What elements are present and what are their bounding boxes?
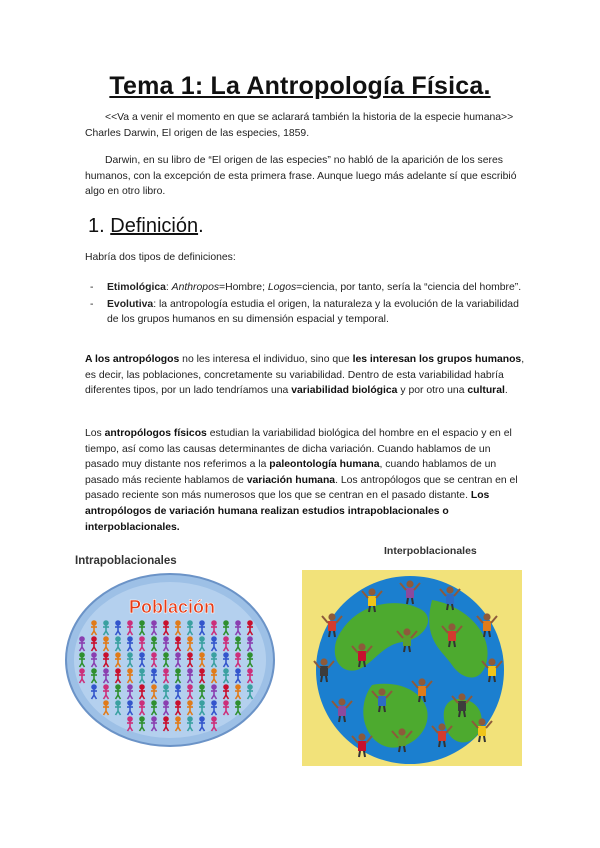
term-evolutiva: Evolutiva bbox=[107, 298, 154, 310]
text-span: . Los antropólogos que se centran en el pasado reciente son más numerosos que los que se centran en el pasado distante. bbox=[85, 474, 518, 502]
definitions-list bbox=[85, 280, 525, 329]
list-item bbox=[85, 280, 525, 296]
bold-span: paleontología humana bbox=[269, 459, 380, 471]
text-span: , es decir, las poblaciones, concretamente su variabilidad. Dentro de esta variabilidad habría diferentes tipos, por un lado tendríamos una bbox=[85, 354, 525, 397]
word-logos: Logos bbox=[267, 282, 297, 293]
text-span: =ciencia, por tanto, sería la “ciencia del hombre”. bbox=[296, 282, 522, 293]
bold-span: variación humana bbox=[246, 474, 336, 486]
text-span: : bbox=[165, 282, 172, 293]
quote-text: <<Va a venir el momento en que se aclarará también la historia de la especie humana>> bbox=[105, 112, 514, 123]
bold-span: cultural bbox=[467, 385, 505, 397]
section-heading bbox=[88, 215, 204, 238]
inter-population-illustration bbox=[302, 570, 522, 766]
quote-paragraph bbox=[85, 110, 525, 141]
poblacion-label: Población bbox=[128, 597, 216, 617]
section-number: 1. bbox=[88, 215, 105, 237]
bold-span: antropólogos físicos bbox=[104, 428, 207, 439]
bold-span: A los antropólogos bbox=[85, 354, 180, 365]
intra-population-illustration bbox=[60, 570, 280, 750]
intra-caption: Intrapoblacionales bbox=[75, 555, 177, 567]
term-etimologica: Etimológica bbox=[107, 282, 166, 293]
section-title: Definición bbox=[110, 215, 199, 237]
text-span: : la antropología estudia el origen, la naturaleza y la evolución de la variabilidad de los grupos humanos en su dimensión espacial y temporal. bbox=[107, 298, 519, 326]
text-span: no les interesa el individuo, sino que bbox=[179, 354, 353, 365]
bold-span: Los antropólogos de variación humana realizan estudios intrapoblacionales o interpoblacionales. bbox=[85, 490, 490, 533]
paragraph-fisicos bbox=[85, 426, 525, 535]
page-title: Tema 1: La Antropología Física. bbox=[109, 72, 491, 100]
bold-span: les interesan los grupos humanos bbox=[352, 354, 522, 365]
section-dot: . bbox=[198, 215, 204, 237]
list-item bbox=[85, 297, 525, 328]
text-span: . bbox=[504, 385, 508, 397]
definitions-lead: Habría dos tipos de definiciones: bbox=[85, 252, 236, 263]
text-span: Los bbox=[85, 428, 105, 439]
quote-source: Charles Darwin, El origen de las especies, 1859. bbox=[85, 127, 310, 139]
text-span: y por otro una bbox=[397, 385, 468, 397]
word-anthropos: Anthropos bbox=[171, 282, 220, 293]
intro-paragraph: Darwin, en su libro de “El origen de las especies” no habló de la aparición de los seres humanos, con la excepción de esta primera frase. Aunque luego más adelante sí que escribió algo en otro libro. bbox=[85, 155, 517, 198]
text-span: , cuando hablamos de un pasado más reciente hablamos de bbox=[85, 459, 497, 486]
inter-caption: Interpoblacionales bbox=[384, 545, 477, 557]
text-span: estudian la variabilidad biológica del hombre en el espacio y en el tiempo, así como las causas determinantes de dicha variación. Cuando hablamos de un pasado muy distante nos referimos a la bbox=[85, 428, 512, 471]
paragraph-antropologos bbox=[85, 352, 525, 399]
text-span: =Hombre; bbox=[219, 282, 268, 293]
bold-span: variabilidad biológica bbox=[291, 385, 398, 397]
